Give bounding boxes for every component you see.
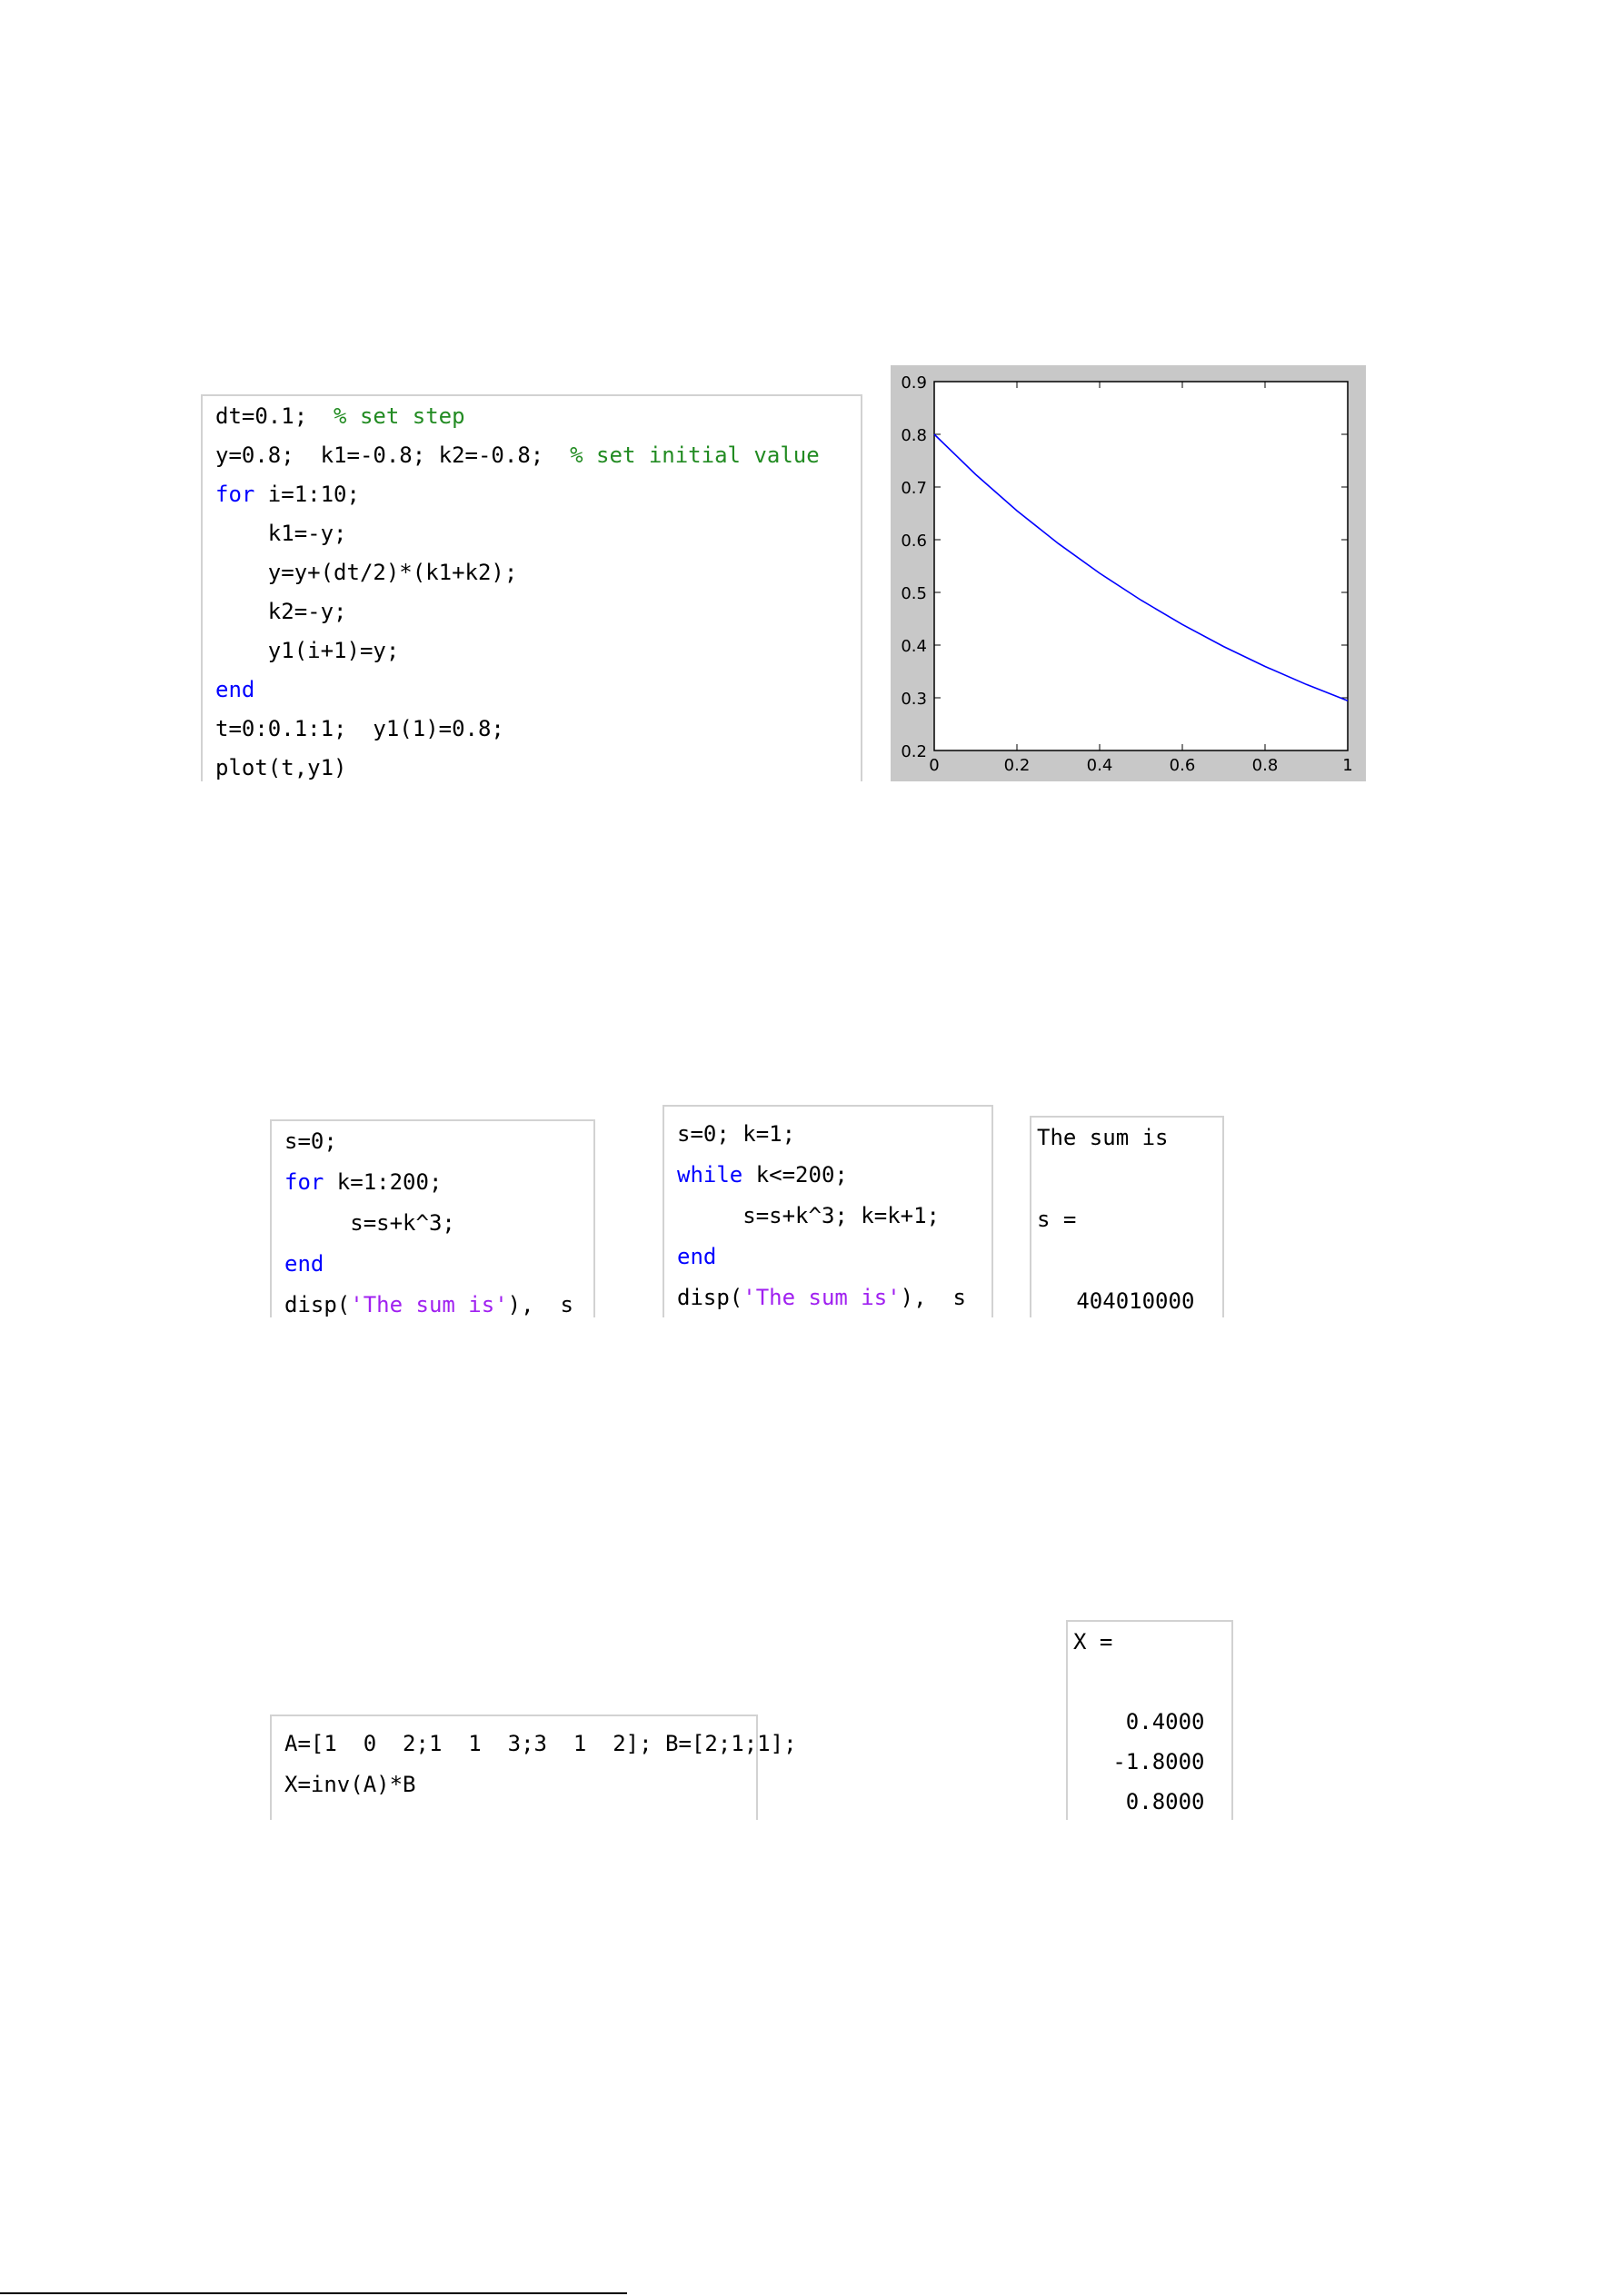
y-tick-label: 0.8 [901,426,927,445]
x-tick-label: 0.4 [1086,756,1113,775]
code-line: k1=-y; [215,521,347,546]
code-line: disp('The sum is'), s [284,1292,573,1317]
code-line: s=s+k^3; k=k+1; [677,1203,940,1228]
code-line: y1(i+1)=y; [215,638,400,663]
code-line: end [215,677,255,702]
code-line: dt=0.1; % set step [215,403,465,429]
code-block-for-loop [270,1119,595,1317]
code-keyword: while [677,1162,743,1188]
output-line: -1.8000 [1073,1749,1205,1774]
x-tick-label: 0.2 [1003,756,1031,775]
code-block-while-loop [663,1105,993,1317]
plot-axes-box [934,382,1348,750]
y-tick-label: 0.4 [901,637,927,656]
x-tick-label: 0.6 [1169,756,1196,775]
code-line: y=0.8; k1=-0.8; k2=-0.8; % set initial value [215,442,820,468]
y-tick-label: 0.6 [901,532,927,551]
code-line: for k=1:200; [284,1169,443,1195]
y-tick-label: 0.7 [901,479,927,498]
output-solution [1066,1620,1233,1820]
y-tick-label: 0.2 [901,742,927,761]
code-comment: % set step [334,403,465,429]
code-line: X=inv(A)*B [284,1772,416,1797]
y-tick-label: 0.9 [901,373,927,393]
output-line: The sum is [1037,1125,1169,1150]
y-tick-label: 0.3 [901,690,927,709]
line-plot [891,365,1366,781]
code-block-ode [201,394,862,781]
output-line: 0.4000 [1073,1709,1205,1734]
output-line: 404010000 [1037,1288,1195,1314]
output-line: 0.8000 [1073,1789,1205,1814]
code-line: s=s+k^3; [284,1210,455,1236]
code-string: 'The sum is' [350,1292,508,1317]
code-line: A=[1 0 2;1 1 3;3 1 2]; B=[2;1;1]; [284,1731,797,1756]
code-line: disp('The sum is'), s [677,1285,966,1310]
code-block-linear-system [270,1715,797,1820]
code-line: t=0:0.1:1; y1(1)=0.8; [215,716,504,741]
code-string: 'The sum is' [742,1285,901,1310]
x-tick-label: 0 [929,756,940,775]
code-comment: % set initial value [570,442,820,468]
code-keyword: for [215,482,255,507]
code-line: k2=-y; [215,599,347,624]
x-tick-label: 1 [1342,756,1353,775]
code-line: for i=1:10; [215,482,360,507]
output-sum [1030,1116,1224,1317]
plot-figure [891,365,1366,781]
code-line: while k<=200; [677,1162,848,1188]
code-line: s=0; k=1; [677,1121,796,1147]
footnote-rule [0,2292,627,2294]
code-line: y=y+(dt/2)*(k1+k2); [215,560,518,585]
y-tick-label: 0.5 [901,584,927,603]
x-tick-label: 0.8 [1251,756,1279,775]
code-line: plot(t,y1) [215,755,347,780]
code-line: end [677,1244,717,1269]
code-line: s=0; [284,1128,337,1154]
output-line: X = [1073,1629,1113,1655]
code-keyword: for [284,1169,324,1195]
code-line: end [284,1251,324,1277]
output-line: s = [1037,1207,1077,1232]
